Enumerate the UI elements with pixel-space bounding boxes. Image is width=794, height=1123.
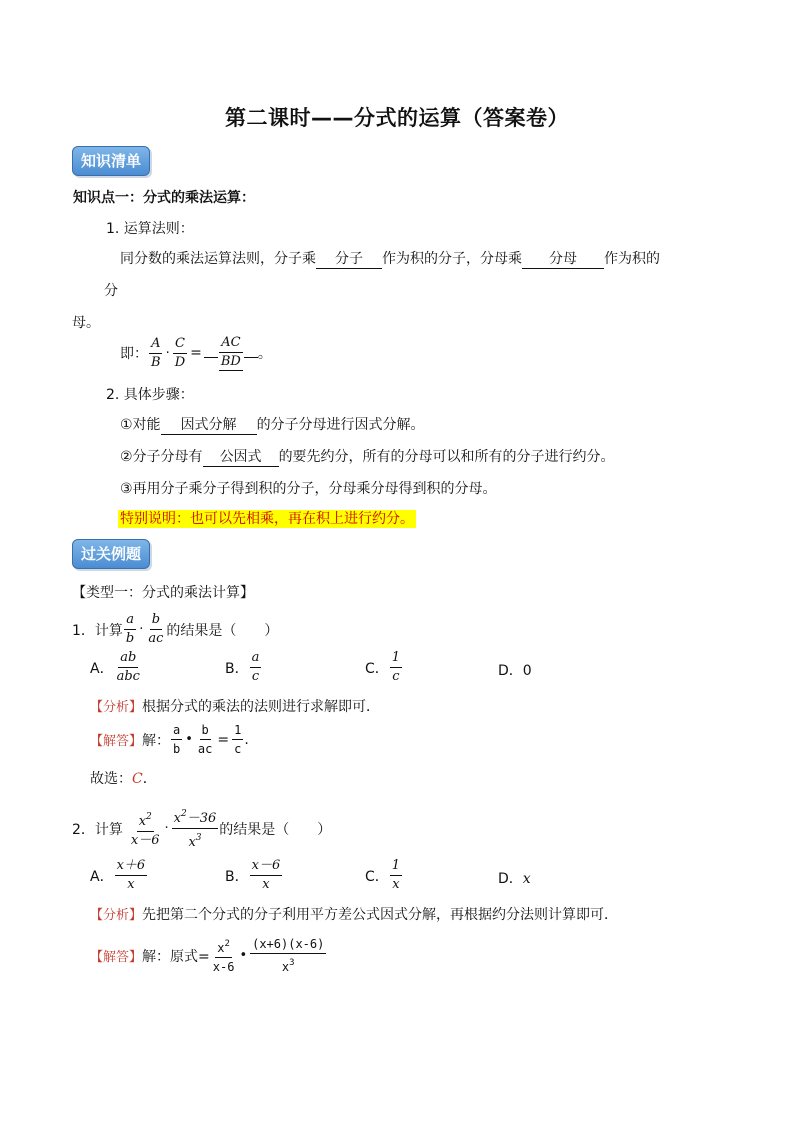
- q2-option-c: C． $\frac{1}{x}$: [365, 858, 401, 892]
- step-3: ③再用分子乘分子得到积的分子，分母乘分母得到积的分母。: [120, 481, 497, 497]
- item1-label: 1. 运算法则：: [106, 221, 194, 237]
- step-1: ①对能 因式分解 的分子分母进行因式分解。: [120, 417, 425, 433]
- knowledge-point-heading: 知识点一：分式的乘法运算：: [73, 190, 255, 206]
- q2-option-a: A． $\frac{x+6}{x}$: [90, 858, 146, 892]
- q1-choice: 故选：C．: [90, 771, 157, 787]
- q1-analysis: 【分析】根据分式的乘法的法则进行求解即可．: [90, 699, 381, 715]
- q1-option-d: D．0: [498, 663, 532, 679]
- section-badge-knowledge: 知识清单: [72, 146, 150, 176]
- type-heading: 【类型一：分式的乘法计算】: [72, 585, 254, 601]
- q1-answer: 【解答】 解： $\frac{a}{b}$ • $\frac{b}{ac}$ = $\frac{1}{c}$ .: [90, 723, 249, 756]
- section-badge-examples: 过关例题: [72, 539, 150, 569]
- rule-wrap-1: 分: [104, 283, 118, 299]
- q2-option-d: D．x: [498, 871, 531, 887]
- q1-option-c: C． $\frac{1}{c}$: [365, 650, 401, 684]
- q1-option-b: B． $\frac{a}{c}$: [225, 650, 260, 684]
- item2-label: 2. 具体步骤：: [106, 387, 194, 403]
- blank-denominator: 分母: [522, 251, 604, 269]
- rule-line: 同分数的乘法运算法则，分子乘 分子 作为积的分子，分母乘 分母 作为积的: [120, 251, 660, 267]
- q1-option-a: A． $\frac{ab}{\text{abc}}$: [90, 650, 140, 684]
- rule-wrap-2: 母。: [72, 315, 100, 331]
- special-note: 特别说明：也可以先相乘，再在积上进行约分。: [120, 511, 414, 527]
- page-title: 第二课时——分式的运算（答案卷）: [225, 106, 569, 130]
- fraction-ac-over-bd: $\frac{AC}{BD}$: [220, 335, 241, 369]
- step-2: ②分子分母有 公因式 的要先约分，所有的分母可以和所有的分子进行约分。: [120, 449, 615, 465]
- q2-answer: 【解答】 解：原式= $\frac{x^2}{x-6}$ • $\frac{(x+6)(x-6)}{x^3}$: [90, 937, 325, 974]
- fraction-c-over-d: $\frac{C}{D}$: [174, 335, 186, 370]
- blank-numerator: 分子: [316, 251, 382, 269]
- q2-option-b: B． $\frac{x-6}{x}$: [225, 858, 281, 892]
- question-1: 1．计算 $\frac{a}{b}$ · $\frac{b}{ac}$ 的结果是（ ）: [72, 612, 279, 646]
- question-2: 2．计算 $\frac{x^2}{x-6}$ · $\frac{x^2-36}{x^3}$ 的结果是（ ）: [72, 806, 331, 851]
- q2-analysis: 【分析】先把第二个分式的分子利用平方差公式因式分解，再根据约分法则计算即可．: [90, 907, 619, 923]
- fraction-a-over-b: $\frac{A}{B}$: [151, 335, 161, 370]
- formula-line: 即： $\frac{A}{B}$ · $\frac{C}{D}$ = $\frac{AC}{BD}$ 。: [120, 335, 272, 370]
